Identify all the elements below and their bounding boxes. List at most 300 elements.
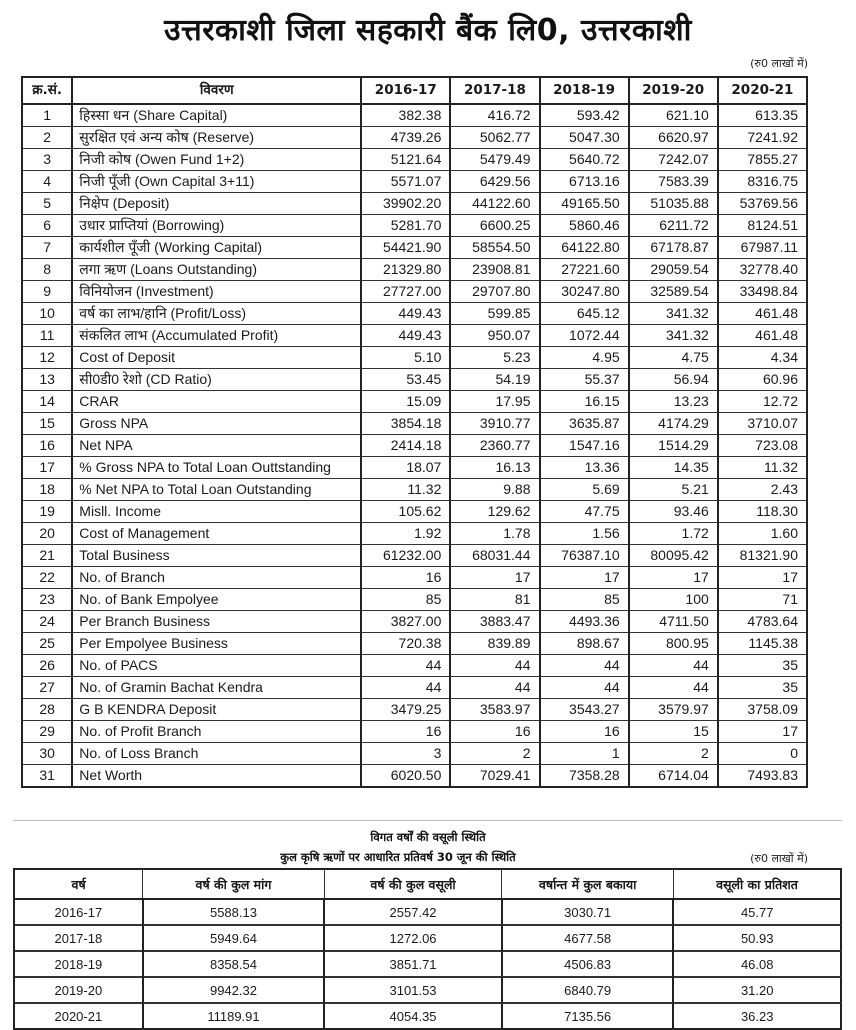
row-value: 54.19 [450,369,539,391]
row-value: 4711.50 [629,611,718,633]
table-row [14,977,841,1003]
row-description: उधार प्राप्तियां (Borrowing) [72,215,361,237]
row-value: 5640.72 [540,149,629,171]
row-value: 7241.92 [718,127,807,149]
row-value: 15.09 [361,391,450,413]
table-row [22,259,807,281]
table-row [22,545,807,567]
row-value: 6714.04 [629,765,718,788]
row-value: 27727.00 [361,281,450,303]
row-serial: 13 [22,369,72,391]
row-value: 613.35 [718,104,807,127]
row-recovery-percent: 50.93 [673,925,841,951]
row-value: 2360.77 [450,435,539,457]
row-value: 18.07 [361,457,450,479]
table-row [22,743,807,765]
header-year: 2020-21 [718,77,807,104]
row-total-demand: 9942.32 [143,977,325,1003]
row-total-demand: 5949.64 [143,925,325,951]
row-value: 3583.97 [450,699,539,721]
row-description: Net NPA [72,435,361,457]
row-year: 2019-20 [14,977,143,1003]
table-row [22,347,807,369]
row-value: 3543.27 [540,699,629,721]
table-row [22,435,807,457]
row-value: 3479.25 [361,699,450,721]
row-value: 58554.50 [450,237,539,259]
row-value: 11.32 [361,479,450,501]
row-value: 3827.00 [361,611,450,633]
row-description: No. of Gramin Bachat Kendra [72,677,361,699]
row-value: 35 [718,655,807,677]
row-total-recovery: 2557.42 [324,899,502,925]
row-value: 33498.84 [718,281,807,303]
row-description: लगा ऋण (Loans Outstanding) [72,259,361,281]
table-row [14,925,841,951]
table-row [22,127,807,149]
row-value: 13.36 [540,457,629,479]
header-recovery-percent: वसूली का प्रतिशत [673,869,841,899]
table-row [22,193,807,215]
row-serial: 11 [22,325,72,347]
row-description: कार्यशील पूँजी (Working Capital) [72,237,361,259]
table-row [22,391,807,413]
row-serial: 27 [22,677,72,699]
row-value: 5121.64 [361,149,450,171]
row-value: 461.48 [718,303,807,325]
row-serial: 14 [22,391,72,413]
row-value: 6600.25 [450,215,539,237]
row-value: 449.43 [361,303,450,325]
row-value: 17.95 [450,391,539,413]
row-year-end-outstanding: 3030.71 [502,899,674,925]
row-value: 2 [629,743,718,765]
row-value: 5047.30 [540,127,629,149]
table-row [22,501,807,523]
table-row [14,951,841,977]
row-value: 53769.56 [718,193,807,215]
row-value: 67178.87 [629,237,718,259]
row-serial: 29 [22,721,72,743]
row-year-end-outstanding: 4677.58 [502,925,674,951]
row-value: 4783.64 [718,611,807,633]
row-serial: 9 [22,281,72,303]
table-row [22,104,807,127]
row-serial: 25 [22,633,72,655]
recovery-section-title: विगत वर्षों की वसूली स्थिति [370,830,486,844]
row-year: 2017-18 [14,925,143,951]
row-value: 4.34 [718,347,807,369]
header-serial: क्र.सं. [22,77,72,104]
row-serial: 20 [22,523,72,545]
row-value: 27221.60 [540,259,629,281]
row-serial: 8 [22,259,72,281]
row-total-recovery: 3101.53 [324,977,502,1003]
row-value: 6620.97 [629,127,718,149]
row-description: Per Empolyee Business [72,633,361,655]
row-recovery-percent: 46.08 [673,951,841,977]
row-serial: 4 [22,171,72,193]
row-value: 720.38 [361,633,450,655]
row-serial: 1 [22,104,72,127]
row-description: सुरक्षित एवं अन्य कोष (Reserve) [72,127,361,149]
row-value: 71 [718,589,807,611]
row-value: 44 [361,655,450,677]
recovery-unit-note: (रु0 लाखों में) [750,852,808,865]
row-description: निजी पूँजी (Own Capital 3+11) [72,171,361,193]
table-row [14,899,841,925]
row-value: 30247.80 [540,281,629,303]
row-value: 5281.70 [361,215,450,237]
row-serial: 30 [22,743,72,765]
row-serial: 22 [22,567,72,589]
row-value: 4.75 [629,347,718,369]
row-value: 44 [450,677,539,699]
row-description: निजी कोष (Owen Fund 1+2) [72,149,361,171]
row-serial: 17 [22,457,72,479]
table-row [22,171,807,193]
row-description: No. of Branch [72,567,361,589]
row-value: 17 [450,567,539,589]
row-description: Net Worth [72,765,361,788]
row-serial: 19 [22,501,72,523]
row-description: % Gross NPA to Total Loan Outtstanding [72,457,361,479]
row-value: 17 [718,567,807,589]
row-description: Per Branch Business [72,611,361,633]
row-value: 17 [718,721,807,743]
row-value: 16 [450,721,539,743]
row-description: वर्ष का लाभ/हानि (Profit/Loss) [72,303,361,325]
row-year: 2016-17 [14,899,143,925]
row-value: 8316.75 [718,171,807,193]
row-value: 60.96 [718,369,807,391]
row-description: CRAR [72,391,361,413]
table-row [22,369,807,391]
header-total-demand: वर्ष की कुल मांग [143,869,325,899]
row-value: 416.72 [450,104,539,127]
row-value: 2 [450,743,539,765]
row-value: 3635.87 [540,413,629,435]
header-total-recovery: वर्ष की कुल वसूली [324,869,502,899]
table-row [22,633,807,655]
row-value: 64122.80 [540,237,629,259]
row-value: 51035.88 [629,193,718,215]
row-value: 129.62 [450,501,539,523]
row-value: 44 [540,677,629,699]
row-total-demand: 5588.13 [143,899,325,925]
table-row [22,611,807,633]
row-value: 54421.90 [361,237,450,259]
row-description: No. of Loss Branch [72,743,361,765]
table-row [22,479,807,501]
row-value: 6713.16 [540,171,629,193]
row-value: 81 [450,589,539,611]
row-value: 47.75 [540,501,629,523]
header-year: 2016-17 [361,77,450,104]
row-value: 5.23 [450,347,539,369]
table-row [14,1003,841,1029]
row-description: Total Business [72,545,361,567]
row-value: 341.32 [629,303,718,325]
row-total-recovery: 3851.71 [324,951,502,977]
row-value: 4174.29 [629,413,718,435]
table-header-row [22,77,807,104]
row-description: Cost of Deposit [72,347,361,369]
row-value: 3710.07 [718,413,807,435]
row-value: 9.88 [450,479,539,501]
row-value: 2.43 [718,479,807,501]
row-value: 5.10 [361,347,450,369]
document-title: उत्तरकाशी जिला सहकारी बैंक लि0, उत्तरकाशी [164,13,692,48]
unit-note: (रु0 लाखों में) [750,57,808,70]
table-row [22,765,807,788]
row-serial: 26 [22,655,72,677]
row-value: 32589.54 [629,281,718,303]
row-value: 80095.42 [629,545,718,567]
row-total-recovery: 4054.35 [324,1003,502,1029]
row-value: 56.94 [629,369,718,391]
row-total-demand: 11189.91 [143,1003,325,1029]
row-value: 1.56 [540,523,629,545]
row-value: 6020.50 [361,765,450,788]
row-value: 4493.36 [540,611,629,633]
row-recovery-percent: 36.23 [673,1003,841,1029]
row-value: 7583.39 [629,171,718,193]
row-value: 12.72 [718,391,807,413]
row-value: 85 [361,589,450,611]
row-serial: 23 [22,589,72,611]
row-value: 7242.07 [629,149,718,171]
row-description: Misll. Income [72,501,361,523]
table-row [22,589,807,611]
table-header-row [14,869,841,899]
row-value: 5860.46 [540,215,629,237]
header-description: विवरण [72,77,361,104]
row-value: 3910.77 [450,413,539,435]
row-value: 5479.49 [450,149,539,171]
row-serial: 21 [22,545,72,567]
row-recovery-percent: 45.77 [673,899,841,925]
row-description: % Net NPA to Total Loan Outstanding [72,479,361,501]
row-serial: 16 [22,435,72,457]
row-value: 7029.41 [450,765,539,788]
row-value: 44 [450,655,539,677]
table-row [22,281,807,303]
row-value: 61232.00 [361,545,450,567]
row-value: 4739.26 [361,127,450,149]
row-year: 2018-19 [14,951,143,977]
row-value: 93.46 [629,501,718,523]
row-value: 1547.16 [540,435,629,457]
header-year: 2019-20 [629,77,718,104]
row-value: 1.78 [450,523,539,545]
row-value: 16 [540,721,629,743]
row-value: 68031.44 [450,545,539,567]
row-value: 621.10 [629,104,718,127]
row-description: निक्षेप (Deposit) [72,193,361,215]
row-recovery-percent: 31.20 [673,977,841,1003]
row-value: 645.12 [540,303,629,325]
table-row [22,655,807,677]
table-row [22,215,807,237]
row-value: 0 [718,743,807,765]
row-value: 723.08 [718,435,807,457]
row-value: 3579.97 [629,699,718,721]
row-value: 1.72 [629,523,718,545]
row-serial: 2 [22,127,72,149]
table-row [22,237,807,259]
row-value: 67987.11 [718,237,807,259]
row-value: 5.69 [540,479,629,501]
row-value: 81321.90 [718,545,807,567]
row-serial: 28 [22,699,72,721]
table-row [22,457,807,479]
row-value: 3758.09 [718,699,807,721]
row-value: 16 [361,567,450,589]
table-row [22,721,807,743]
row-value: 449.43 [361,325,450,347]
row-serial: 24 [22,611,72,633]
section-divider [13,820,842,821]
table-row [22,413,807,435]
table-row [22,677,807,699]
row-value: 7855.27 [718,149,807,171]
row-description: G B KENDRA Deposit [72,699,361,721]
row-description: Cost of Management [72,523,361,545]
row-value: 1.60 [718,523,807,545]
row-serial: 5 [22,193,72,215]
recovery-table-body [14,899,841,1029]
table-row [22,567,807,589]
table-row [22,523,807,545]
row-value: 16.13 [450,457,539,479]
row-value: 382.38 [361,104,450,127]
row-value: 6429.56 [450,171,539,193]
row-serial: 6 [22,215,72,237]
financial-summary-table [21,76,808,788]
row-value: 100 [629,589,718,611]
row-value: 8124.51 [718,215,807,237]
row-value: 44 [540,655,629,677]
row-value: 950.07 [450,325,539,347]
row-serial: 10 [22,303,72,325]
row-value: 76387.10 [540,545,629,567]
row-description: No. of Bank Empolyee [72,589,361,611]
row-value: 3 [361,743,450,765]
row-total-recovery: 1272.06 [324,925,502,951]
row-value: 35 [718,677,807,699]
header-year: 2018-19 [540,77,629,104]
row-value: 32778.40 [718,259,807,281]
row-description: विनियोजन (Investment) [72,281,361,303]
row-value: 29707.80 [450,281,539,303]
row-serial: 12 [22,347,72,369]
row-serial: 15 [22,413,72,435]
row-value: 85 [540,589,629,611]
row-serial: 18 [22,479,72,501]
row-value: 55.37 [540,369,629,391]
row-year: 2020-21 [14,1003,143,1029]
row-description: No. of Profit Branch [72,721,361,743]
row-value: 15 [629,721,718,743]
table-row [22,699,807,721]
row-value: 461.48 [718,325,807,347]
row-value: 800.95 [629,633,718,655]
row-value: 118.30 [718,501,807,523]
recovery-table [13,868,842,1030]
row-description: No. of PACS [72,655,361,677]
row-value: 3883.47 [450,611,539,633]
row-year-end-outstanding: 6840.79 [502,977,674,1003]
row-value: 53.45 [361,369,450,391]
row-value: 1072.44 [540,325,629,347]
row-serial: 31 [22,765,72,788]
row-value: 14.35 [629,457,718,479]
row-value: 44 [629,677,718,699]
row-value: 7493.83 [718,765,807,788]
header-year-end-outstanding: वर्षान्त में कुल बकाया [502,869,674,899]
row-value: 6211.72 [629,215,718,237]
row-description: Gross NPA [72,413,361,435]
row-value: 2414.18 [361,435,450,457]
row-value: 5.21 [629,479,718,501]
row-value: 593.42 [540,104,629,127]
row-value: 17 [540,567,629,589]
row-value: 44122.60 [450,193,539,215]
row-description: संकलित लाभ (Accumulated Profit) [72,325,361,347]
row-value: 16.15 [540,391,629,413]
recovery-section-subtitle: कुल कृषि ऋणों पर आधारित प्रतिवर्ष 30 जून की स्थिति [280,850,516,864]
row-value: 21329.80 [361,259,450,281]
row-value: 11.32 [718,457,807,479]
row-value: 39902.20 [361,193,450,215]
row-value: 599.85 [450,303,539,325]
row-value: 1514.29 [629,435,718,457]
row-value: 7358.28 [540,765,629,788]
row-value: 839.89 [450,633,539,655]
row-value: 1.92 [361,523,450,545]
row-value: 17 [629,567,718,589]
header-year: वर्ष [14,869,143,899]
row-serial: 3 [22,149,72,171]
table-row [22,325,807,347]
financial-summary-body [22,104,807,787]
row-value: 1145.38 [718,633,807,655]
row-total-demand: 8358.54 [143,951,325,977]
row-year-end-outstanding: 7135.56 [502,1003,674,1029]
row-value: 5571.07 [361,171,450,193]
row-description: हिस्सा धन (Share Capital) [72,104,361,127]
row-value: 898.67 [540,633,629,655]
row-value: 44 [361,677,450,699]
row-value: 1 [540,743,629,765]
row-value: 5062.77 [450,127,539,149]
row-value: 29059.54 [629,259,718,281]
header-year: 2017-18 [450,77,539,104]
row-value: 23908.81 [450,259,539,281]
table-row [22,303,807,325]
row-year-end-outstanding: 4506.83 [502,951,674,977]
row-value: 3854.18 [361,413,450,435]
row-value: 105.62 [361,501,450,523]
row-description: सी0डी0 रेशो (CD Ratio) [72,369,361,391]
table-row [22,149,807,171]
row-value: 44 [629,655,718,677]
row-value: 13.23 [629,391,718,413]
row-value: 4.95 [540,347,629,369]
row-value: 341.32 [629,325,718,347]
row-value: 16 [361,721,450,743]
